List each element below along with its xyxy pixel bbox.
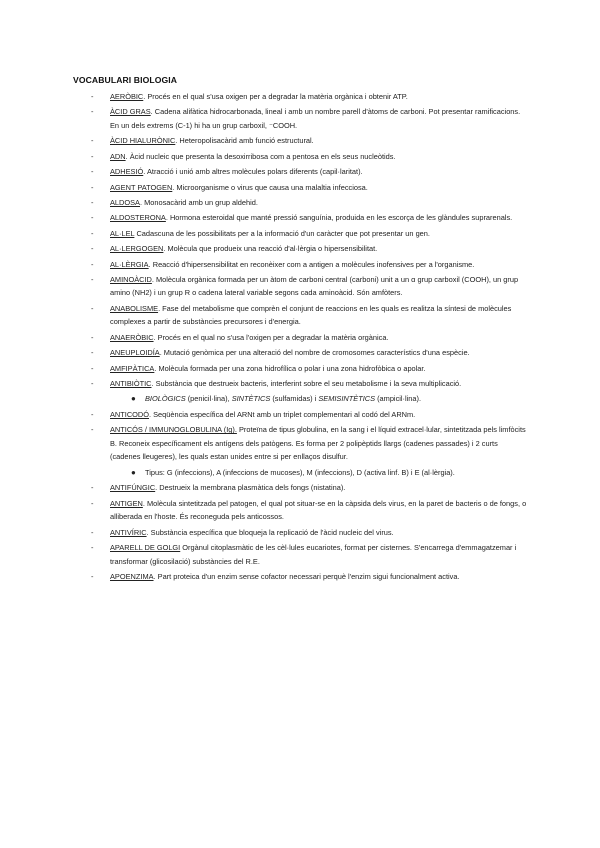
vocab-entry [0, 331, 600, 345]
vocab-term: ANTICÓS / IMMUNOGLOBULINA (Ig). [110, 425, 237, 435]
vocab-term: ALDOSA [110, 197, 140, 207]
vocab-definition: . Molècula orgànica formada per un àtom de carboni central (carboni) unit a un α grup carboxil (COOH), un grup amino (NH2) i un grup R o cadena lateral variable segons cada aminoàcid. Són amfòters. [110, 274, 519, 298]
antibody-types-text: Tipus: G (infeccions), A (infeccions de mucoses), M (infeccions), D (activa linf. B) i E (al·lèrgia). [145, 467, 455, 477]
type-biologics-example: (penicil·lina), [185, 394, 232, 404]
vocab-definition: . Substància que destrueix bacteris, interferint sobre el seu metabolisme i la seva multiplicació. [151, 379, 462, 389]
dash-marker: - [91, 542, 94, 552]
vocab-entry [0, 526, 600, 540]
vocab-definition: . Molècula sintetitzada pel patogen, el qual pot situar-se en la càpsida dels virus, en la paret de bacteris o de fongs, o alliberada en l'hoste. És reconeguda pels anticossos. [110, 498, 527, 522]
type-biologics: BIOLÒGICS [145, 394, 186, 404]
vocab-definition: . Hormona esteroidal que manté pressió sanguínia, produida en les escorça de les glàndules suprarenals. [165, 213, 513, 223]
dash-marker: - [91, 136, 94, 146]
vocab-entry [0, 211, 600, 225]
type-semisynthetics: SEMISINTÈTICS [318, 394, 376, 404]
vocab-term: AMINOÀCID [110, 274, 152, 284]
dash-marker: - [91, 332, 94, 342]
vocab-entry [0, 541, 600, 568]
vocab-entry [0, 196, 600, 210]
bullet-marker: ● [131, 394, 136, 404]
vocab-term: APOENZIMA [110, 571, 154, 581]
dash-marker: - [91, 259, 94, 269]
vocab-entry [0, 227, 600, 241]
vocab-term: AERÒBIC [110, 92, 144, 101]
vocab-definition: . Molècula que produeix una reacció d'al·lèrgia o hipersensibilitat. [163, 244, 378, 254]
vocab-entry [0, 150, 600, 164]
vocab-term: ANTIVÍRIC [110, 527, 147, 537]
type-synthetics-example: (sulfamidas) i [270, 394, 319, 404]
vocab-entry [0, 408, 600, 422]
antibody-types [0, 466, 600, 480]
vocab-term: ANTICODÓ [110, 409, 150, 419]
dash-marker: - [91, 498, 94, 508]
vocab-entry [0, 258, 600, 272]
vocab-term: ANTIGEN [110, 498, 143, 508]
type-synthetics: SINTÈTICS [231, 394, 271, 404]
vocab-definition: . Destrueix la membrana plasmàtica dels fongs (nistatina). [155, 483, 346, 493]
vocab-term: ALDOSTERONA [110, 213, 166, 223]
vocab-definition: . Microorganisme o virus que causa una malaltia infecciosa. [172, 182, 368, 192]
dash-marker: - [91, 348, 94, 358]
vocab-entry [0, 377, 600, 391]
vocab-term: APARELL DE GOLGI [110, 542, 181, 552]
vocab-entry [0, 362, 600, 376]
vocab-definition: . Seqüència específica del ARNt amb un triplet complementari al codó del ARNm. [149, 409, 416, 419]
vocab-definition: . Fase del metabolisme que comprèn el conjunt de reaccions en les quals es realitza la síntesi de molècules complexes a partir de substàncies precursores i d'energia. [110, 303, 512, 327]
vocab-term: AL·LÈRGIA [110, 259, 149, 269]
vocab-definition: . Procés en el qual s'usa oxigen per a degradar la matèria orgànica i obtenir ATP. [143, 92, 408, 101]
vocab-term: ANTIBIÒTIC [110, 379, 152, 389]
vocab-entry [0, 570, 600, 584]
dash-marker: - [91, 363, 94, 373]
vocab-term: AGENT PATOGEN [110, 182, 173, 192]
dash-marker: - [91, 409, 94, 419]
dash-marker: - [91, 527, 94, 537]
dash-marker: - [91, 182, 94, 192]
dash-marker: - [91, 151, 94, 161]
vocab-term: ANAERÒBIC [110, 332, 154, 342]
dash-marker: - [91, 483, 94, 493]
vocab-entry [0, 90, 600, 104]
vocab-entry [0, 346, 600, 360]
vocab-entry [0, 134, 600, 148]
vocab-term: ÀCID GRAS [110, 107, 151, 117]
vocab-entry [0, 242, 600, 256]
vocab-definition: . Procés en el qual no s'usa l'oxigen per a degradar la matèria orgànica. [153, 332, 389, 342]
vocab-definition: . Part proteica d'un enzim sense cofactor necessari perquè l'enzim sigui funcionalment activa. [153, 571, 460, 581]
document-title: VOCABULARI BIOLOGIA [73, 75, 178, 85]
dash-marker: - [91, 303, 94, 313]
vocab-definition: . Monosacàrid amb un grup aldehid. [140, 197, 258, 207]
type-semisynthetics-example: (ampicil·lina). [375, 394, 422, 404]
dash-marker: - [91, 379, 94, 389]
vocab-definition: . Reacció d'hipersensibilitat en reconèixer com a antigen a molècules inofensives per a l'organisme. [148, 259, 475, 269]
dash-marker: - [91, 213, 94, 223]
vocab-definition: . Mutació genòmica per una alteració del nombre de cromosomes característics d'una espècie. [159, 348, 470, 358]
vocab-term: AL·LERGOGEN [110, 244, 164, 254]
vocab-definition: . Àcid nucleic que presenta la desoxirribosa com a pentosa en els seus nucleòtids. [125, 151, 396, 161]
vocab-term: ANTIFÚNGIC [110, 483, 156, 493]
dash-marker: - [91, 228, 94, 238]
vocab-definition: Proteïna de tipus globulina, en la sang i el líquid extracel·lular, sintetitzada pels limfòcits B. Reconeix específicament els antígens dels patògens. Es forma per 2 polipèptids llargs (cadenes passades) i 2 curts (cadenes lleugeres), les quals estan unides entre si per enllaços disulfur. [110, 425, 526, 462]
vocab-term: ANEUPLOIDÍA [110, 348, 160, 358]
dash-marker: - [91, 92, 94, 101]
vocab-definition: . Heteropolisacàrid amb funció estructural. [175, 136, 314, 146]
vocab-definition: . Molècula formada per una zona hidrofílica o polar i una zona hidrofòbica o apolar. [154, 363, 426, 373]
dash-marker: - [91, 425, 94, 435]
vocab-entry [0, 497, 600, 524]
vocab-term: ÀCID HIALURÒNIC [110, 136, 176, 146]
dash-marker: - [91, 274, 94, 284]
vocab-entry [0, 302, 600, 329]
vocab-term: ADN [110, 151, 126, 161]
vocab-entry [0, 105, 600, 132]
dash-marker: - [91, 197, 94, 207]
vocab-term: AMFIPÀTICA [110, 363, 155, 373]
vocab-entry [0, 273, 600, 300]
antibiotic-types [0, 392, 600, 406]
vocab-definition: Orgànul citoplasmàtic de les cèl·lules eucariotes, format per cisternes. S'encarrega d'emmagatzemar i transformar (glicosilació) substàncies del R.E. [110, 542, 517, 566]
vocab-entry [0, 481, 600, 495]
dash-marker: - [91, 571, 94, 581]
vocab-term: ADHESIÓ [110, 167, 144, 177]
bullet-marker: ● [131, 467, 136, 477]
vocab-entry [0, 181, 600, 195]
vocab-definition: . Substància específica que bloqueja la replicació de l'àcid nucleic del virus. [146, 527, 394, 537]
vocab-definition: . Atracció i unió amb altres molècules polars diferents (capil·laritat). [143, 167, 363, 177]
vocab-definition: . Cadena alifàtica hidrocarbonada, lineal i amb un nombre parell d'àtoms de carboni. Pot presentar ramificacions. En un dels extrems (C-1) hi ha un grup carboxil, ⁻COOH. [110, 107, 521, 130]
dash-marker: - [91, 244, 94, 254]
dash-marker: - [91, 107, 94, 117]
vocab-term: ANABOLISME [110, 303, 159, 313]
dash-marker: - [91, 167, 94, 177]
vocab-definition: Cadascuna de les possibilitats per a la informació d'un caràcter que pot presentar un gen. [134, 228, 430, 238]
vocab-term: AL·LEL [110, 228, 135, 238]
vocabulary-list [0, 90, 600, 585]
vocab-entry [0, 423, 600, 464]
vocab-entry [0, 165, 600, 179]
